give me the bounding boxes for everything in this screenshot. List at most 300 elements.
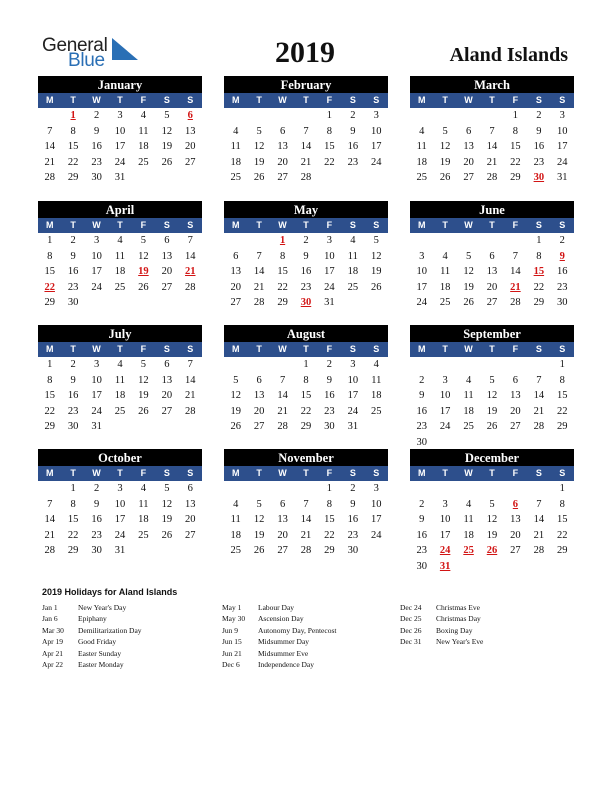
day-cell: 17: [371, 514, 382, 526]
holiday-name: Epiphany: [78, 614, 107, 624]
day-cell: 18: [230, 529, 241, 541]
empty-day-cell: [433, 481, 456, 497]
day-cell: 1: [559, 359, 565, 370]
holiday-row: [222, 625, 402, 636]
weekday-label: T: [117, 95, 123, 105]
day-cell: 18: [416, 156, 427, 168]
day-cell: 26: [463, 297, 474, 309]
day-cell: 12: [230, 390, 241, 402]
holiday-row: [222, 636, 402, 647]
day-cell: 15: [277, 266, 288, 278]
day-cell: 6: [279, 498, 286, 510]
weekday-label: S: [187, 344, 194, 354]
day-cell: 12: [161, 498, 173, 510]
weekday-label: W: [278, 220, 287, 230]
weekday-label: S: [373, 468, 380, 478]
day-grid: [38, 233, 202, 311]
day-cell: 26: [371, 281, 382, 293]
day-cell: 4: [373, 359, 379, 370]
holiday-name: New Year's Day: [78, 603, 127, 612]
day-cell: 13: [161, 250, 173, 262]
day-cell: 4: [117, 235, 123, 246]
day-cell: 31: [91, 421, 102, 433]
holiday-date: Dec 26: [400, 625, 422, 635]
day-cell: 3: [117, 483, 123, 494]
day-cell: 7: [303, 125, 309, 137]
weekday-label: T: [303, 220, 309, 230]
month-march: [410, 76, 574, 186]
weekday-label: T: [303, 95, 309, 105]
day-cell: 16: [300, 266, 312, 278]
weekday-label: F: [326, 95, 333, 105]
weekday-label: M: [417, 95, 426, 105]
day-cell: 24: [439, 545, 451, 557]
month-february: [224, 76, 388, 186]
day-cell: 15: [44, 390, 55, 402]
day-cell: 6: [233, 250, 239, 262]
day-cell: 30: [324, 421, 335, 433]
weekday-label: T: [256, 468, 262, 478]
holiday-column: [400, 602, 580, 648]
day-cell: 21: [44, 156, 55, 168]
holiday-name: Midsummer Day: [258, 637, 310, 647]
day-cell: 26: [138, 405, 149, 417]
day-cell: 12: [138, 250, 149, 262]
weekday-header: [410, 342, 574, 357]
day-cell: 8: [70, 125, 76, 137]
holiday-name: Boxing Day: [436, 625, 473, 635]
empty-day-cell: [247, 357, 270, 373]
day-cell: 9: [70, 374, 76, 386]
day-cell: 21: [533, 529, 545, 541]
weekday-label: T: [303, 468, 309, 478]
weekday-label: T: [303, 344, 309, 354]
day-cell: 25: [114, 405, 126, 417]
day-cell: 1: [47, 235, 53, 246]
day-cell: 7: [279, 374, 286, 386]
day-cell: 21: [486, 156, 498, 168]
day-cell: 30: [91, 545, 102, 557]
day-cell: 20: [486, 281, 498, 293]
day-cell: 31: [347, 421, 359, 433]
day-cell: 7: [187, 359, 193, 370]
day-cell: 24: [371, 529, 382, 541]
day-cell: 31: [324, 297, 335, 309]
day-cell: 10: [91, 250, 102, 262]
day-cell: 18: [114, 390, 126, 402]
day-cell: 19: [230, 405, 241, 417]
month-title: June: [410, 201, 574, 218]
day-cell: 18: [347, 266, 359, 278]
holiday-name: Independence Day: [258, 659, 315, 669]
day-cell: 1: [559, 483, 565, 494]
weekday-label: S: [373, 344, 380, 354]
day-cell: 16: [67, 390, 79, 402]
day-cell: 22: [67, 529, 79, 541]
day-cell: 1: [512, 110, 519, 121]
day-cell: 26: [230, 421, 241, 433]
day-cell: 29: [67, 545, 79, 557]
day-cell: 20: [161, 390, 173, 402]
day-cell: 2: [93, 483, 100, 494]
day-cell: 21: [185, 390, 196, 402]
weekday-label: T: [117, 344, 123, 354]
day-grid: [224, 481, 388, 559]
weekday-label: S: [559, 220, 566, 230]
day-cell: 11: [347, 250, 358, 262]
weekday-label: M: [231, 344, 240, 354]
day-cell: 7: [536, 374, 542, 386]
logo: [42, 32, 142, 72]
day-cell: 26: [439, 172, 451, 184]
holiday-name: Easter Monday: [78, 659, 124, 669]
day-cell: 19: [253, 156, 265, 168]
weekday-label: M: [45, 220, 54, 230]
day-cell: 9: [93, 125, 100, 137]
day-cell: 13: [161, 374, 173, 386]
weekday-label: F: [140, 344, 147, 354]
weekday-label: S: [163, 468, 170, 478]
day-cell: 16: [91, 141, 102, 153]
empty-day-cell: [480, 233, 503, 249]
day-cell: 26: [253, 545, 265, 557]
day-cell: 13: [486, 266, 498, 278]
day-cell: 3: [559, 110, 565, 121]
day-cell: 25: [347, 281, 359, 293]
day-cell: 16: [91, 514, 102, 526]
day-cell: 15: [510, 141, 521, 153]
day-cell: 5: [256, 498, 262, 510]
weekday-label: T: [489, 344, 495, 354]
day-cell: 17: [114, 514, 126, 526]
weekday-label: M: [45, 468, 54, 478]
weekday-label: T: [70, 468, 76, 478]
day-cell: 5: [489, 374, 495, 386]
day-cell: 13: [185, 498, 196, 510]
weekday-label: S: [535, 344, 542, 354]
weekday-label: M: [45, 344, 54, 354]
day-cell: 3: [93, 359, 100, 370]
weekday-label: S: [373, 95, 380, 105]
day-cell: 8: [559, 374, 565, 386]
holiday-row: [400, 636, 580, 647]
day-cell: 15: [67, 514, 79, 526]
day-cell: 29: [510, 172, 521, 184]
day-cell: 23: [533, 156, 545, 168]
day-cell: 27: [185, 156, 196, 168]
day-cell: 12: [161, 125, 173, 137]
day-cell: 29: [67, 172, 79, 184]
day-cell: 5: [373, 235, 379, 246]
month-title: July: [38, 325, 202, 342]
day-cell: 30: [347, 545, 359, 557]
empty-day-cell: [504, 233, 527, 249]
day-cell: 16: [67, 266, 79, 278]
day-cell: 20: [185, 141, 196, 153]
day-cell: 5: [164, 110, 170, 121]
day-cell: 4: [465, 374, 472, 386]
day-cell: 6: [164, 235, 170, 246]
day-cell: 31: [439, 560, 451, 572]
weekday-header: [224, 93, 388, 108]
day-cell: 17: [114, 141, 126, 153]
day-cell: 24: [371, 156, 382, 168]
day-cell: 6: [256, 374, 262, 386]
day-cell: 17: [91, 266, 102, 278]
holiday-row: [42, 613, 222, 624]
empty-day-cell: [294, 481, 317, 497]
weekday-label: T: [70, 95, 76, 105]
day-cell: 7: [489, 125, 495, 137]
month-november: [224, 449, 388, 559]
weekday-header: [224, 342, 388, 357]
holiday-date: Mar 30: [42, 625, 64, 635]
day-cell: 29: [557, 545, 568, 557]
day-cell: 1: [536, 235, 542, 246]
day-cell: 29: [44, 421, 55, 433]
empty-day-cell: [504, 481, 527, 497]
holiday-row: [42, 648, 222, 659]
day-cell: 24: [114, 156, 126, 168]
weekday-label: W: [92, 344, 101, 354]
day-cell: 12: [486, 390, 498, 402]
weekday-label: S: [535, 468, 542, 478]
day-cell: 13: [510, 390, 521, 402]
day-cell: 30: [67, 297, 79, 309]
day-cell: 10: [371, 498, 382, 510]
weekday-label: W: [92, 220, 101, 230]
day-cell: 23: [416, 421, 427, 433]
day-cell: 18: [463, 405, 474, 417]
day-cell: 4: [465, 498, 472, 510]
day-cell: 31: [114, 545, 126, 557]
day-cell: 8: [326, 498, 333, 510]
day-cell: 11: [138, 125, 149, 137]
holiday-row: [42, 625, 222, 636]
weekday-label: T: [442, 220, 448, 230]
weekday-label: M: [231, 95, 240, 105]
day-cell: 28: [277, 421, 288, 433]
day-cell: 10: [91, 374, 102, 386]
day-cell: 13: [463, 141, 474, 153]
day-cell: 4: [233, 498, 239, 510]
month-may: [224, 201, 388, 311]
day-cell: 15: [67, 141, 79, 153]
day-cell: 29: [324, 545, 335, 557]
day-cell: 1: [47, 359, 53, 370]
day-cell: 8: [279, 250, 286, 262]
day-cell: 20: [185, 514, 196, 526]
day-cell: 7: [536, 498, 542, 510]
holiday-row: [222, 602, 402, 613]
day-cell: 10: [371, 125, 382, 137]
day-cell: 23: [416, 545, 427, 557]
day-cell: 2: [350, 110, 356, 121]
day-grid: [38, 357, 202, 435]
day-cell: 16: [324, 390, 335, 402]
weekday-label: F: [512, 468, 519, 478]
day-cell: 21: [510, 281, 521, 293]
day-cell: 7: [47, 498, 53, 510]
empty-day-cell: [271, 357, 294, 373]
day-grid: [410, 233, 574, 311]
weekday-label: F: [512, 220, 519, 230]
day-cell: 4: [233, 125, 239, 137]
empty-day-cell: [224, 357, 247, 373]
day-cell: 10: [439, 514, 451, 526]
month-december: [410, 449, 574, 575]
day-cell: 15: [44, 266, 55, 278]
weekday-label: F: [326, 468, 333, 478]
empty-day-cell: [271, 481, 294, 497]
day-cell: 23: [557, 281, 568, 293]
day-cell: 23: [300, 281, 312, 293]
weekday-header: [38, 218, 202, 233]
day-cell: 3: [117, 110, 123, 121]
day-cell: 22: [300, 405, 312, 417]
day-cell: 24: [557, 156, 568, 168]
month-title: March: [410, 76, 574, 93]
weekday-label: S: [349, 220, 356, 230]
holiday-name: Good Friday: [78, 637, 117, 647]
day-cell: 28: [44, 172, 55, 184]
empty-day-cell: [224, 233, 247, 249]
holiday-column: [42, 602, 222, 670]
month-title: November: [224, 449, 388, 466]
day-cell: 27: [463, 172, 474, 184]
day-cell: 4: [140, 483, 147, 494]
day-cell: 19: [138, 390, 149, 402]
weekday-label: T: [117, 220, 123, 230]
weekday-label: T: [489, 220, 495, 230]
day-cell: 19: [371, 266, 382, 278]
day-cell: 30: [557, 297, 568, 309]
day-cell: 13: [185, 125, 196, 137]
day-cell: 23: [91, 529, 102, 541]
day-cell: 15: [557, 514, 568, 526]
day-cell: 17: [347, 390, 359, 402]
day-cell: 25: [439, 297, 451, 309]
day-cell: 11: [371, 374, 382, 386]
weekday-label: W: [278, 344, 287, 354]
day-cell: 4: [117, 359, 123, 370]
day-cell: 27: [510, 421, 521, 433]
day-cell: 19: [439, 156, 451, 168]
day-cell: 31: [114, 172, 126, 184]
day-grid: [224, 357, 388, 435]
holiday-name: Ascension Day: [258, 614, 304, 624]
day-cell: 25: [138, 156, 149, 168]
weekday-label: W: [278, 95, 287, 105]
empty-day-cell: [410, 233, 433, 249]
holiday-row: [400, 613, 580, 624]
country-name: Aland Islands: [449, 44, 568, 66]
day-cell: 8: [326, 125, 333, 137]
day-cell: 31: [557, 172, 568, 184]
day-cell: 26: [138, 281, 149, 293]
day-cell: 6: [465, 125, 472, 137]
day-cell: 7: [47, 125, 53, 137]
month-title: February: [224, 76, 388, 93]
day-cell: 5: [233, 374, 239, 386]
month-title: September: [410, 325, 574, 342]
day-cell: 2: [70, 235, 76, 246]
day-cell: 15: [533, 266, 545, 278]
holiday-date: Jan 1: [42, 603, 58, 612]
day-cell: 12: [138, 374, 149, 386]
day-cell: 28: [253, 297, 265, 309]
day-cell: 5: [489, 498, 495, 510]
day-cell: 21: [277, 405, 288, 417]
day-cell: 4: [419, 125, 425, 137]
weekday-label: T: [442, 95, 448, 105]
day-cell: 21: [253, 281, 265, 293]
day-cell: 22: [510, 156, 521, 168]
weekday-label: W: [92, 468, 101, 478]
day-cell: 5: [256, 125, 262, 137]
day-cell: 14: [185, 374, 196, 386]
day-cell: 10: [416, 266, 427, 278]
empty-day-cell: [38, 108, 61, 124]
holiday-row: [42, 659, 222, 670]
day-cell: 14: [44, 514, 55, 526]
day-grid: [410, 357, 574, 451]
day-cell: 2: [559, 235, 565, 246]
weekday-label: T: [489, 468, 495, 478]
day-cell: 5: [140, 359, 147, 370]
month-title: December: [410, 449, 574, 466]
day-cell: 11: [114, 374, 126, 386]
day-cell: 8: [536, 250, 542, 262]
weekday-label: M: [417, 468, 426, 478]
day-grid: [224, 233, 388, 311]
logo-text-blue: Blue: [68, 50, 105, 71]
day-cell: 1: [303, 359, 309, 370]
day-cell: 23: [347, 529, 359, 541]
day-cell: 19: [486, 405, 498, 417]
day-cell: 10: [439, 390, 451, 402]
day-cell: 2: [419, 374, 425, 386]
day-cell: 28: [300, 172, 312, 184]
weekday-label: M: [45, 95, 54, 105]
holiday-name: Demilitarization Day: [78, 625, 142, 635]
weekday-label: S: [559, 95, 566, 105]
day-cell: 8: [47, 250, 53, 262]
calendar-year: 2019: [275, 36, 335, 69]
day-cell: 29: [277, 297, 288, 309]
empty-day-cell: [504, 357, 527, 373]
day-cell: 30: [67, 421, 79, 433]
holiday-row: [42, 602, 222, 613]
day-cell: 22: [277, 281, 288, 293]
day-cell: 27: [161, 281, 173, 293]
day-cell: 25: [371, 405, 382, 417]
day-cell: 14: [44, 141, 55, 153]
month-january: [38, 76, 202, 186]
day-cell: 4: [140, 110, 147, 121]
day-cell: 10: [114, 498, 126, 510]
day-cell: 24: [114, 529, 126, 541]
day-cell: 17: [91, 390, 102, 402]
holiday-date: May 1: [222, 603, 242, 612]
day-cell: 10: [557, 125, 568, 137]
day-cell: 3: [326, 235, 333, 246]
weekday-label: F: [326, 344, 333, 354]
weekday-label: W: [92, 95, 101, 105]
day-cell: 14: [300, 141, 312, 153]
day-cell: 21: [44, 529, 55, 541]
weekday-label: S: [349, 95, 356, 105]
